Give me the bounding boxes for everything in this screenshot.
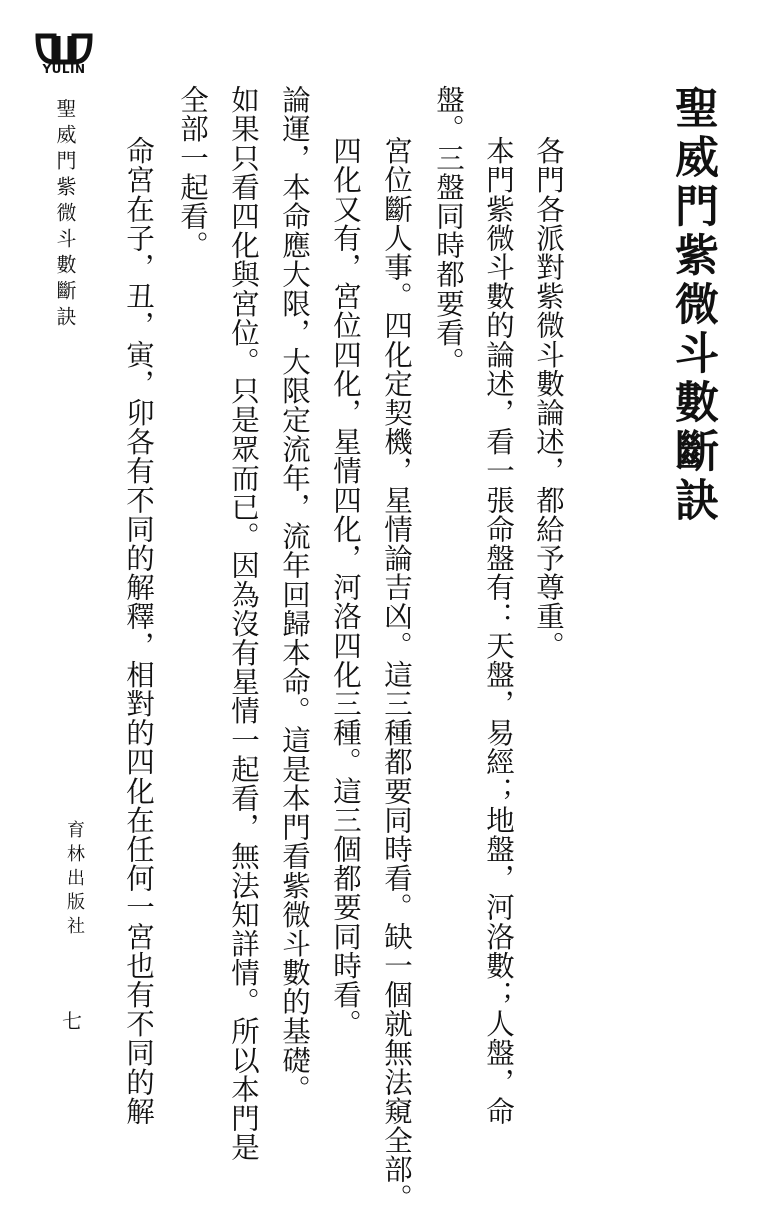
body-column: 全部一起看。 — [176, 85, 209, 260]
body-column: 本門紫微斗數的論述，看一張命盤有：天盤，易經；地盤，河洛數；人盤，命 — [482, 136, 515, 1126]
body-column: 盤。三盤同時都要看。 — [432, 85, 465, 376]
running-header: 聖威門紫微斗數斷訣 — [53, 98, 77, 332]
publisher-name: 育林出版社 — [64, 820, 85, 940]
body-column: 論運，本命應大限，大限定流年，流年回歸本命。這是本門看紫微斗數的基礎。 — [278, 85, 311, 1104]
body-column: 命宮在子，丑，寅，卯各有不同的解釋，相對的四化在任何一宮也有不同的解 — [122, 136, 155, 1126]
page-number: 七 — [62, 1009, 82, 1033]
page-title: 聖威門紫微斗數斷訣 — [667, 85, 718, 526]
publisher-logo — [32, 32, 96, 90]
body-column: 宮位斷人事。四化定契機，星情論吉凶。這三種都要同時看。缺一個就無法窺全部。 — [380, 136, 413, 1213]
body-column: 如果只看四化與宮位。只是眾而已。因為沒有星情一起看，無法知詳情。所以本門是 — [227, 85, 260, 1162]
logo-text: YULIN — [42, 62, 86, 76]
body-column: 各門各派對紫微斗數論述，都給予尊重。 — [532, 136, 565, 660]
body-column: 四化又有，宮位四化，星情四化，河洛四化三種。這三個都要同時看。 — [329, 136, 362, 1039]
yulin-book-icon — [32, 32, 96, 66]
